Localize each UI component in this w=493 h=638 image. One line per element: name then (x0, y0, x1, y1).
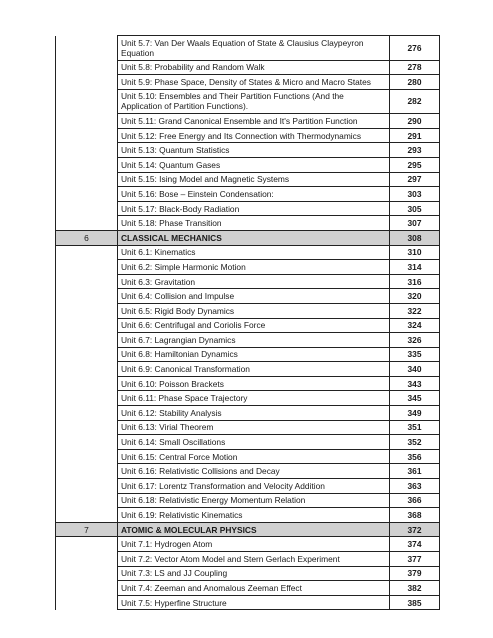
page-number: 385 (390, 595, 440, 610)
unit-title: Unit 5.15: Ising Model and Magnetic Systems (118, 172, 390, 187)
unit-row (56, 216, 440, 231)
unit-row (56, 318, 440, 333)
unit-row (56, 552, 440, 567)
unit-title: Unit 6.13: Virial Theorem (118, 420, 390, 435)
unit-title: Unit 6.6: Centrifugal and Coriolis Force (118, 318, 390, 333)
chapter-number (56, 464, 118, 479)
unit-title: Unit 5.11: Grand Canonical Ensemble and It's Partition Function (118, 114, 390, 129)
chapter-number (56, 595, 118, 610)
page-number: 340 (390, 362, 440, 377)
unit-title: Unit 6.8: Hamiltonian Dynamics (118, 347, 390, 362)
page-number: 352 (390, 435, 440, 450)
unit-title: Unit 6.17: Lorentz Transformation and Velocity Addition (118, 479, 390, 494)
page-number: 320 (390, 289, 440, 304)
unit-row (56, 347, 440, 362)
page-number: 280 (390, 75, 440, 90)
chapter-number (56, 333, 118, 348)
page-number: 324 (390, 318, 440, 333)
chapter-number (56, 260, 118, 275)
unit-title: Unit 6.1: Kinematics (118, 245, 390, 260)
unit-title: Unit 6.14: Small Oscillations (118, 435, 390, 450)
page-number: 363 (390, 479, 440, 494)
page-number: 372 (390, 522, 440, 537)
unit-title: Unit 7.1: Hydrogen Atom (118, 537, 390, 552)
unit-row (56, 376, 440, 391)
unit-title: Unit 6.3: Gravitation (118, 274, 390, 289)
unit-title: Unit 7.3: LS and JJ Coupling (118, 566, 390, 581)
page-number: 356 (390, 449, 440, 464)
unit-title: Unit 6.11: Phase Space Trajectory (118, 391, 390, 406)
page-number: 316 (390, 274, 440, 289)
chapter-number (56, 128, 118, 143)
page-number: 345 (390, 391, 440, 406)
chapter-number (56, 435, 118, 450)
page-number: 295 (390, 157, 440, 172)
unit-row (56, 508, 440, 523)
unit-row (56, 201, 440, 216)
unit-row (56, 60, 440, 75)
unit-row (56, 274, 440, 289)
chapter-number: 7 (56, 522, 118, 537)
page-number: 282 (390, 89, 440, 114)
unit-row (56, 406, 440, 421)
unit-title: Unit 7.5: Hyperfine Structure (118, 595, 390, 610)
chapter-number (56, 143, 118, 158)
unit-title: Unit 7.2: Vector Atom Model and Stern Gerlach Experiment (118, 552, 390, 567)
page-number: 366 (390, 493, 440, 508)
unit-title: Unit 6.5: Rigid Body Dynamics (118, 303, 390, 318)
chapter-number (56, 216, 118, 231)
page-number: 382 (390, 581, 440, 596)
unit-row (56, 362, 440, 377)
unit-title: Unit 5.16: Bose – Einstein Condensation: (118, 187, 390, 202)
chapter-number (56, 420, 118, 435)
page-number: 314 (390, 260, 440, 275)
unit-title: Unit 6.4: Collision and Impulse (118, 289, 390, 304)
unit-row (56, 187, 440, 202)
chapter-row (56, 230, 440, 245)
page-number: 374 (390, 537, 440, 552)
unit-title: Unit 6.15: Central Force Motion (118, 449, 390, 464)
unit-row (56, 36, 440, 61)
chapter-title: ATOMIC & MOLECULAR PHYSICS (118, 522, 390, 537)
chapter-number (56, 493, 118, 508)
chapter-number (56, 172, 118, 187)
page-number: 349 (390, 406, 440, 421)
page-number: 343 (390, 376, 440, 391)
page-number: 310 (390, 245, 440, 260)
chapter-number (56, 318, 118, 333)
page-number: 305 (390, 201, 440, 216)
chapter-row (56, 522, 440, 537)
unit-title: Unit 6.18: Relativistic Energy Momentum Relation (118, 493, 390, 508)
unit-row (56, 289, 440, 304)
unit-title: Unit 5.7: Van Der Waals Equation of State & Clausius Claypeyron Equation (118, 36, 390, 61)
unit-title: Unit 5.13: Quantum Statistics (118, 143, 390, 158)
page-number: 291 (390, 128, 440, 143)
unit-title: Unit 5.8: Probability and Random Walk (118, 60, 390, 75)
unit-title: Unit 6.2: Simple Harmonic Motion (118, 260, 390, 275)
chapter-number (56, 89, 118, 114)
page-number: 278 (390, 60, 440, 75)
unit-title: Unit 5.10: Ensembles and Their Partition Functions (And the Application of Partition Functions). (118, 89, 390, 114)
chapter-number (56, 245, 118, 260)
unit-title: Unit 5.12: Free Energy and Its Connection with Thermodynamics (118, 128, 390, 143)
page-number: 293 (390, 143, 440, 158)
chapter-number (56, 479, 118, 494)
unit-row (56, 420, 440, 435)
page-number: 379 (390, 566, 440, 581)
chapter-number (56, 187, 118, 202)
page-number: 335 (390, 347, 440, 362)
chapter-number: 6 (56, 230, 118, 245)
chapter-number (56, 449, 118, 464)
unit-title: Unit 7.4: Zeeman and Anomalous Zeeman Effect (118, 581, 390, 596)
chapter-number (56, 201, 118, 216)
page-number: 276 (390, 36, 440, 61)
unit-row (56, 303, 440, 318)
page-number: 290 (390, 114, 440, 129)
page-number: 297 (390, 172, 440, 187)
unit-row (56, 245, 440, 260)
unit-title: Unit 6.16: Relativistic Collisions and Decay (118, 464, 390, 479)
unit-row (56, 333, 440, 348)
chapter-number (56, 36, 118, 61)
unit-row (56, 89, 440, 114)
unit-title: Unit 5.14: Quantum Gases (118, 157, 390, 172)
chapter-number (56, 362, 118, 377)
chapter-number (56, 114, 118, 129)
chapter-number (56, 581, 118, 596)
table-of-contents (55, 35, 440, 610)
chapter-number (56, 566, 118, 581)
unit-title: Unit 6.10: Poisson Brackets (118, 376, 390, 391)
page-number: 307 (390, 216, 440, 231)
unit-title: Unit 5.9: Phase Space, Density of States & Micro and Macro States (118, 75, 390, 90)
page-number: 326 (390, 333, 440, 348)
unit-row (56, 493, 440, 508)
unit-row (56, 479, 440, 494)
chapter-number (56, 537, 118, 552)
page-number: 361 (390, 464, 440, 479)
chapter-number (56, 391, 118, 406)
unit-title: Unit 6.7: Lagrangian Dynamics (118, 333, 390, 348)
chapter-number (56, 157, 118, 172)
unit-row (56, 114, 440, 129)
page-number: 377 (390, 552, 440, 567)
unit-row (56, 260, 440, 275)
unit-row (56, 75, 440, 90)
toc-body (56, 36, 440, 610)
chapter-number (56, 552, 118, 567)
unit-row (56, 391, 440, 406)
unit-row (56, 157, 440, 172)
chapter-number (56, 75, 118, 90)
chapter-number (56, 347, 118, 362)
page-number: 351 (390, 420, 440, 435)
unit-row (56, 172, 440, 187)
unit-row (56, 143, 440, 158)
chapter-number (56, 303, 118, 318)
unit-row (56, 464, 440, 479)
chapter-number (56, 289, 118, 304)
unit-title: Unit 6.19: Relativistic Kinematics (118, 508, 390, 523)
unit-title: Unit 6.9: Canonical Transformation (118, 362, 390, 377)
page-number: 368 (390, 508, 440, 523)
unit-title: Unit 6.12: Stability Analysis (118, 406, 390, 421)
unit-row (56, 566, 440, 581)
unit-title: Unit 5.18: Phase Transition (118, 216, 390, 231)
unit-row (56, 128, 440, 143)
page-number: 308 (390, 230, 440, 245)
unit-row (56, 581, 440, 596)
unit-row (56, 435, 440, 450)
chapter-title: CLASSICAL MECHANICS (118, 230, 390, 245)
chapter-number (56, 274, 118, 289)
chapter-number (56, 376, 118, 391)
chapter-number (56, 406, 118, 421)
unit-title: Unit 5.17: Black-Body Radiation (118, 201, 390, 216)
unit-row (56, 449, 440, 464)
unit-row (56, 595, 440, 610)
chapter-number (56, 60, 118, 75)
chapter-number (56, 508, 118, 523)
page-number: 303 (390, 187, 440, 202)
page-number: 322 (390, 303, 440, 318)
unit-row (56, 537, 440, 552)
